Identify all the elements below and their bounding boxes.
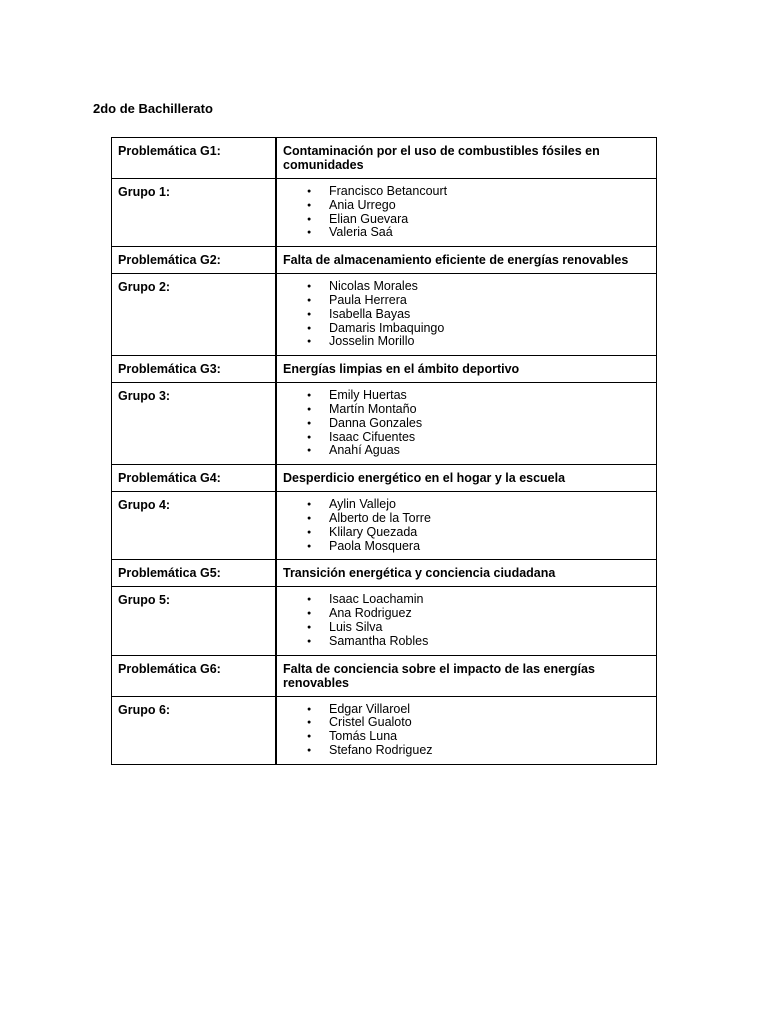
group-label: Grupo 6: — [112, 696, 277, 764]
problem-text: Falta de conciencia sobre el impacto de las energías renovables — [276, 655, 657, 696]
problem-text: Contaminación por el uso de combustibles fósiles en comunidades — [276, 138, 657, 179]
member-cell — [276, 492, 657, 560]
group-row-3 — [112, 383, 657, 465]
problem-text: Transición energética y conciencia ciudadana — [276, 560, 657, 587]
group-label: Grupo 2: — [112, 274, 277, 356]
member-item: ● Danna Gonzales — [307, 417, 650, 431]
member-item: ● Josselin Morillo — [307, 335, 650, 349]
member-item: ● Ania Urrego — [307, 199, 650, 213]
member-item: ● Elian Guevara — [307, 213, 650, 227]
problem-row-g2 — [112, 247, 657, 274]
group-label: Grupo 5: — [112, 587, 277, 655]
problem-label: Problemática G6: — [112, 655, 277, 696]
member-item: ● Samantha Robles — [307, 635, 650, 649]
member-cell — [276, 179, 657, 247]
problem-row-g6 — [112, 655, 657, 696]
group-row-5 — [112, 587, 657, 655]
member-list — [283, 593, 650, 648]
member-item: ● Aylin Vallejo — [307, 498, 650, 512]
group-row-2 — [112, 274, 657, 356]
member-item: ● Stefano Rodriguez — [307, 744, 650, 758]
problem-text: Energías limpias en el ámbito deportivo — [276, 356, 657, 383]
member-item: ● Isaac Loachamin — [307, 593, 650, 607]
member-item: ● Alberto de la Torre — [307, 512, 650, 526]
member-item: ● Damaris Imbaquingo — [307, 322, 650, 336]
problem-text: Falta de almacenamiento eficiente de energías renovables — [276, 247, 657, 274]
problem-row-g4 — [112, 465, 657, 492]
problem-row-g5 — [112, 560, 657, 587]
problem-label: Problemática G1: — [112, 138, 277, 179]
groups-table — [111, 137, 657, 765]
member-list — [283, 280, 650, 349]
member-cell — [276, 696, 657, 764]
member-item: ● Isaac Cifuentes — [307, 431, 650, 445]
problem-label: Problemática G2: — [112, 247, 277, 274]
member-item: ● Martín Montaño — [307, 403, 650, 417]
problem-label: Problemática G3: — [112, 356, 277, 383]
member-cell — [276, 587, 657, 655]
member-item: ● Klilary Quezada — [307, 526, 650, 540]
member-cell — [276, 274, 657, 356]
problem-label: Problemática G4: — [112, 465, 277, 492]
member-item: ● Luis Silva — [307, 621, 650, 635]
group-row-1 — [112, 179, 657, 247]
member-item: ● Anahí Aguas — [307, 444, 650, 458]
member-cell — [276, 383, 657, 465]
member-item: ● Tomás Luna — [307, 730, 650, 744]
problem-label: Problemática G5: — [112, 560, 277, 587]
group-label: Grupo 3: — [112, 383, 277, 465]
problem-text: Desperdicio energético en el hogar y la escuela — [276, 465, 657, 492]
group-label: Grupo 1: — [112, 179, 277, 247]
group-row-4 — [112, 492, 657, 560]
member-list — [283, 389, 650, 458]
member-item: ● Valeria Saá — [307, 226, 650, 240]
problem-row-g1 — [112, 138, 657, 179]
problem-row-g3 — [112, 356, 657, 383]
page-heading: 2do de Bachillerato — [93, 101, 213, 116]
member-item: ● Nicolas Morales — [307, 280, 650, 294]
member-list — [283, 703, 650, 758]
member-item: ● Cristel Gualoto — [307, 716, 650, 730]
member-item: ● Ana Rodriguez — [307, 607, 650, 621]
member-item: ● Emily Huertas — [307, 389, 650, 403]
member-item: ● Francisco Betancourt — [307, 185, 650, 199]
group-row-6 — [112, 696, 657, 764]
member-item: ● Paola Mosquera — [307, 540, 650, 554]
group-label: Grupo 4: — [112, 492, 277, 560]
member-item: ● Isabella Bayas — [307, 308, 650, 322]
member-item: ● Edgar Villaroel — [307, 703, 650, 717]
member-list — [283, 498, 650, 553]
member-list — [283, 185, 650, 240]
member-item: ● Paula Herrera — [307, 294, 650, 308]
